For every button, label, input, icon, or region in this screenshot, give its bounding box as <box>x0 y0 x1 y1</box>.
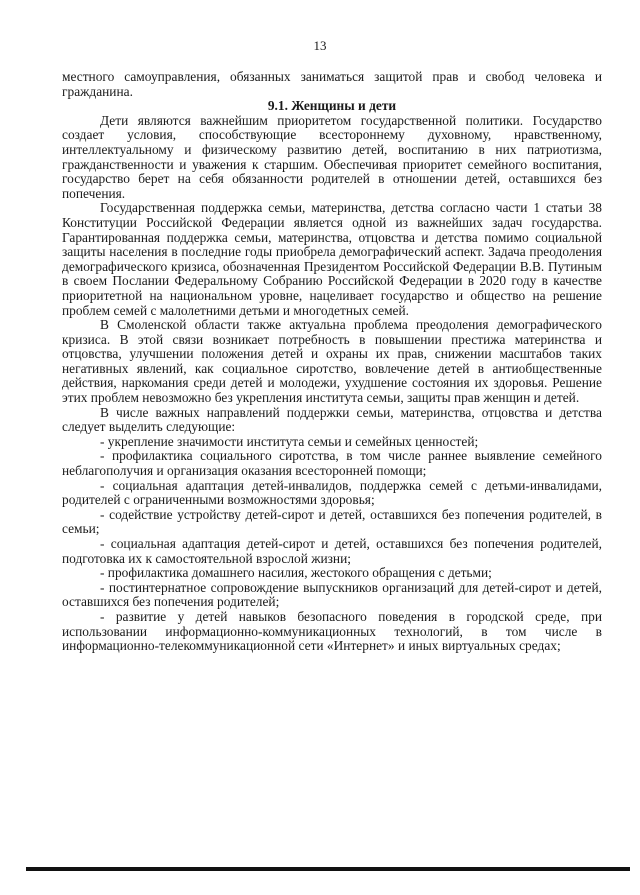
list-item: - развитие у детей навыков безопасного поведения в городской среде, при использовании информационно-коммуникационных технологий, в том числе в информационно-телекоммуникационной сети «Интернет» и иных виртуальных средах; <box>62 608 602 654</box>
list-item: - социальная адаптация детей-инвалидов, поддержка семей с детьми-инвалидами, родителей с ограниченными возможностями здоровья; <box>62 477 602 508</box>
intro-paragraph: местного самоуправления, обязанных заниматься защитой прав и свобод человека и гражданина. <box>62 69 602 99</box>
paragraph: Государственная поддержка семьи, материнства, детства согласно части 1 статьи 38 Конституции Российской Федерации является одной из важнейших задач государства. Гарантированная поддержка семьи, материнства, отцовства и детства помимо социальной защиты населения в последние годы приобрела демографический аспект. Задача преодоления демографического кризиса, обозначенная Президентом Российской Федерации В.В. Путиным в своем Послании Федеральному Собранию Российской Федерации в 2020 году в качестве приоритетной на национальном уровне, нацеливает государство и общество на решение проблем семей с малолетними детьми и многодетных семей. <box>62 200 602 318</box>
list-item: - содействие устройству детей-сирот и детей, оставшихся без попечения родителей, в семьи; <box>62 506 602 537</box>
list-item: - социальная адаптация детей-сирот и детей, оставшихся без попечения родителей, подготовка их к самостоятельной взрослой жизни; <box>62 536 602 566</box>
section-heading: 9.1. Женщины и дети <box>267 98 397 114</box>
page-number: 13 <box>313 38 327 53</box>
list-item: - укрепление значимости института семьи и семейных ценностей; <box>100 433 479 449</box>
paragraph: В Смоленской области также актуальна проблема преодоления демографического кризиса. В этой связи возникает потребность в повышении престижа материнства и отцовства, улучшении положения детей и охраны их прав, снижении масштабов таких негативных явлений, как социальное сиротство, вовлечение детей в антиобщественные действия, наркомания среди детей и молодежи, ухудшение состояния их здоровья. Решение этих проблем невозможно без укрепления института семьи, защиты прав женщин и детей. <box>62 317 602 406</box>
list-item: - постинтернатное сопровождение выпускников организаций для детей-сирот и детей, оставшихся без попечения родителей; <box>62 579 602 610</box>
list-item: - профилактика домашнего насилия, жестокого обращения с детьми; <box>100 565 492 581</box>
paragraph: Дети являются важнейшим приоритетом государственной политики. Государство создает условия, способствующие всестороннему духовному, нравственному, интеллектуальному и физическому развитию детей, воспитанию в них патриотизма, гражданственности и уважения к старшим. Обеспечивая приоритет семейного воспитания, государство берет на себя обязанности родителей в отношении детей, оставшихся без попечения. <box>62 112 602 201</box>
paragraph: В числе важных направлений поддержки семьи, материнства, отцовства и детства следует выделить следующие: <box>62 404 602 435</box>
list-item: - профилактика социального сиротства, в том числе раннее выявление семейного неблагополучия и организация оказания всесторонней помощи; <box>62 448 602 479</box>
document-body <box>62 70 602 654</box>
bottom-border-line <box>26 867 630 871</box>
